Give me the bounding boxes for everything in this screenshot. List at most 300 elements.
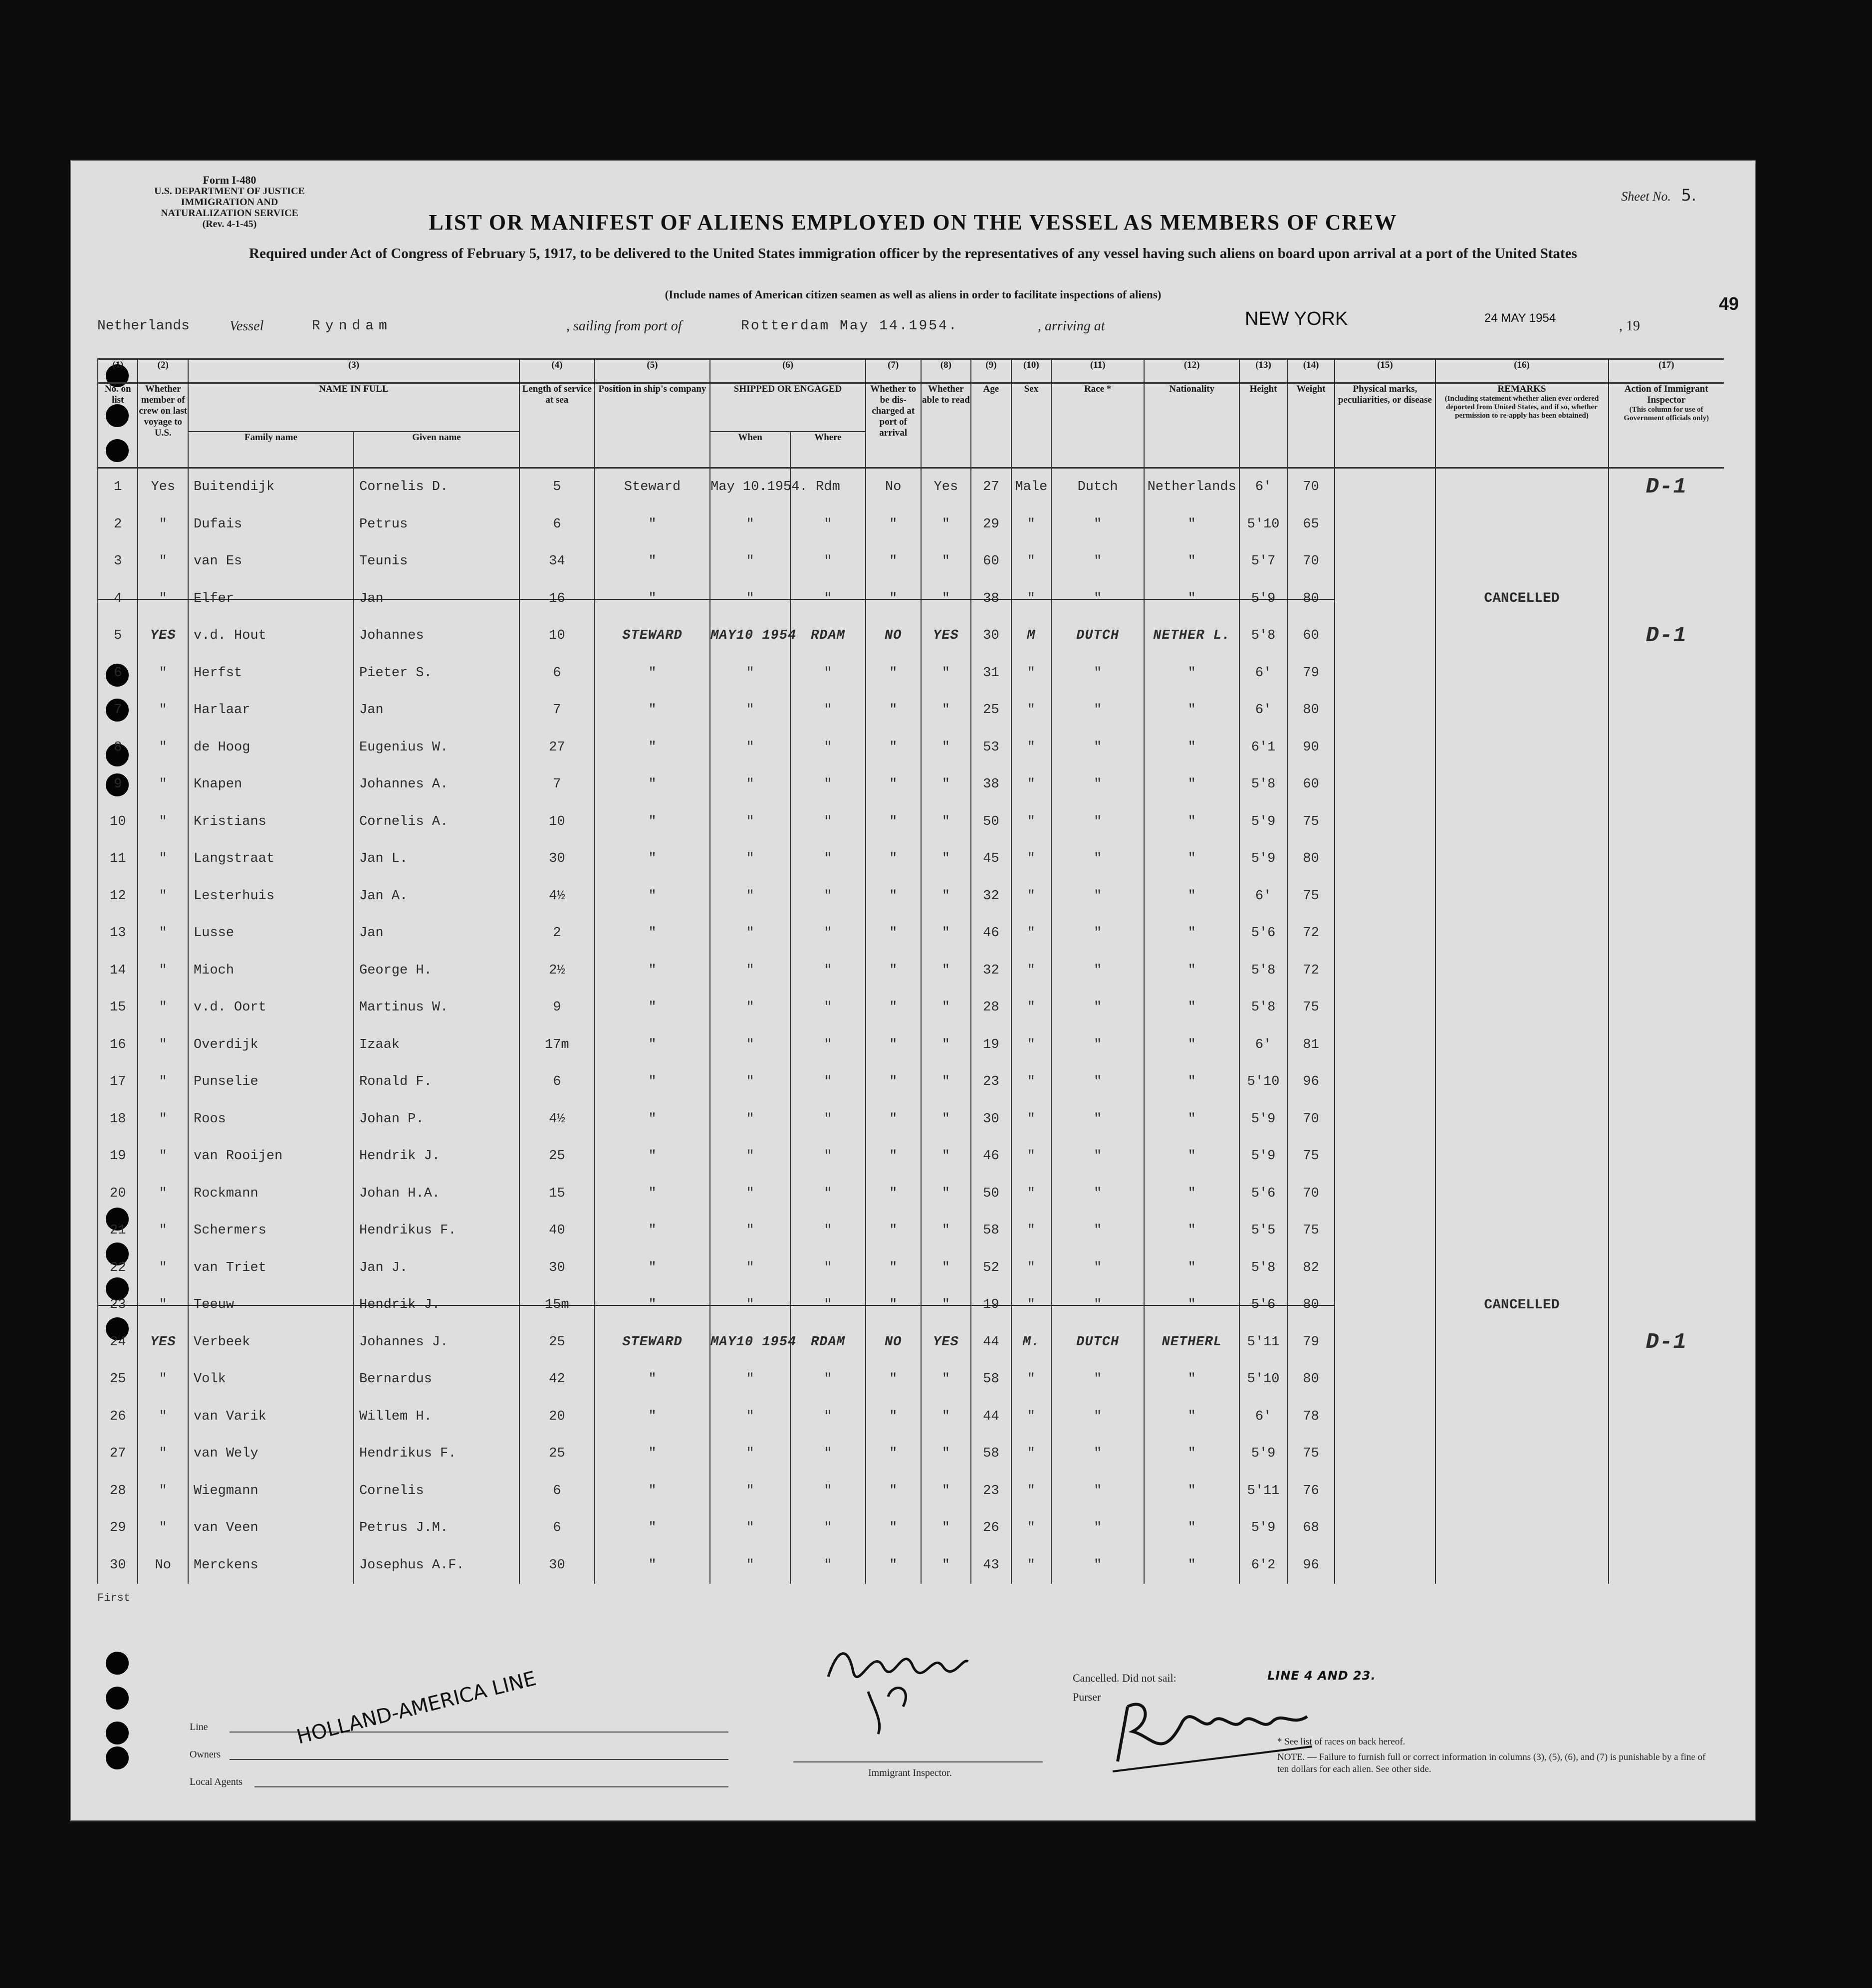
height: 5'6 — [1239, 915, 1287, 952]
cancelled-lines: LINE 4 AND 23. — [1267, 1669, 1376, 1683]
sex: " — [1011, 989, 1051, 1026]
shipped-where: " — [790, 729, 866, 766]
sex: " — [1011, 580, 1051, 618]
shipped-where: " — [790, 1286, 866, 1324]
position: " — [595, 1361, 710, 1398]
strike-line — [98, 1305, 137, 1306]
header-where: Where — [790, 432, 866, 468]
row-number: 24 — [98, 1324, 138, 1361]
header-physical-marks: Physical marks, peculiarities, or disease — [1335, 383, 1435, 468]
able-to-read: YES — [921, 617, 971, 655]
sex: " — [1011, 692, 1051, 729]
position: " — [595, 1138, 710, 1175]
discharged: " — [866, 1509, 921, 1547]
remarks: CANCELLED — [1435, 1286, 1609, 1324]
table-row — [98, 1175, 1724, 1213]
discharged: " — [866, 1249, 921, 1287]
sex: " — [1011, 655, 1051, 692]
shipped-when: MAY10 1954 — [710, 1324, 790, 1361]
physical-marks — [1335, 915, 1435, 952]
col-num-6: (6) — [710, 359, 866, 383]
remarks — [1435, 655, 1609, 692]
crew-member: " — [138, 729, 188, 766]
weight: 75 — [1287, 1435, 1335, 1473]
height: 5'11 — [1239, 1324, 1287, 1361]
age: 31 — [971, 655, 1011, 692]
able-to-read: " — [921, 803, 971, 841]
row-number: 5 — [98, 617, 138, 655]
inspector-label: Immigrant Inspector. — [868, 1767, 952, 1778]
crew-member: " — [138, 1101, 188, 1138]
inspector-action — [1609, 989, 1724, 1026]
strike-line — [922, 599, 971, 600]
shipped-where: Rdm — [790, 468, 866, 506]
crew-member: " — [138, 803, 188, 841]
form-revision: (Rev. 4-1-45) — [202, 219, 257, 230]
shipped-where: " — [790, 506, 866, 543]
height: 6'1 — [1239, 729, 1287, 766]
race: " — [1051, 952, 1144, 990]
shipped-when: " — [710, 1138, 790, 1175]
given-name: Hendrik J. — [354, 1286, 519, 1324]
remarks — [1435, 1398, 1609, 1436]
nationality: " — [1144, 1026, 1239, 1064]
strike-line — [595, 1305, 709, 1306]
shipped-when: MAY10 1954 — [710, 617, 790, 655]
weight: 75 — [1287, 878, 1335, 915]
header-name-in-full: NAME IN FULL — [188, 383, 519, 432]
height: 5'8 — [1239, 989, 1287, 1026]
table-row — [98, 952, 1724, 990]
nationality: " — [1144, 655, 1239, 692]
discharged: " — [866, 1101, 921, 1138]
remarks — [1435, 1026, 1609, 1064]
nationality: " — [1144, 952, 1239, 990]
table-row — [98, 580, 1724, 618]
arrival-date-stamp: 24 MAY 1954 — [1484, 311, 1556, 325]
given-name: Pieter S. — [354, 655, 519, 692]
physical-marks — [1335, 952, 1435, 990]
given-name: Willem H. — [354, 1398, 519, 1436]
shipped-when: " — [710, 766, 790, 803]
sex: " — [1011, 1063, 1051, 1101]
strike-line — [189, 599, 353, 600]
punch-hole — [106, 1687, 129, 1710]
page-subtitle: Required under Act of Congress of February 5, 1917, to be delivered to the United States immigration officer by the representatives of any vessel having such aliens on board upon arrival at a port of the United States — [249, 246, 1577, 261]
family-name: van Rooijen — [188, 1138, 354, 1175]
header-nationality: Nationality — [1144, 383, 1239, 468]
sex: " — [1011, 803, 1051, 841]
punch-hole — [106, 1722, 129, 1744]
sex: M — [1011, 617, 1051, 655]
row-number: 6 — [98, 655, 138, 692]
inspector-action: D-1 — [1609, 617, 1724, 655]
shipped-when: " — [710, 543, 790, 580]
inspector-underline — [793, 1761, 1043, 1762]
able-to-read: " — [921, 506, 971, 543]
inspector-signature — [818, 1617, 978, 1737]
race: " — [1051, 989, 1144, 1026]
height: 5'7 — [1239, 543, 1287, 580]
shipped-where: " — [790, 1063, 866, 1101]
shipped-when: " — [710, 1175, 790, 1213]
discharged: " — [866, 840, 921, 878]
physical-marks — [1335, 692, 1435, 729]
arriving-label: , arriving at — [1038, 318, 1105, 334]
nationality: Netherlands — [1144, 468, 1239, 506]
age: 19 — [971, 1026, 1011, 1064]
age: 50 — [971, 803, 1011, 841]
age: 46 — [971, 915, 1011, 952]
height: 5'9 — [1239, 1435, 1287, 1473]
length-of-service: 40 — [519, 1212, 595, 1249]
nationality: " — [1144, 766, 1239, 803]
physical-marks — [1335, 1063, 1435, 1101]
remarks — [1435, 1361, 1609, 1398]
physical-marks — [1335, 1138, 1435, 1175]
inspector-action: D-1 — [1609, 468, 1724, 506]
remarks — [1435, 1249, 1609, 1287]
header-race: Race * — [1051, 383, 1144, 468]
position: " — [595, 543, 710, 580]
row-number: 30 — [98, 1547, 138, 1584]
race: " — [1051, 766, 1144, 803]
col-num-7: (7) — [866, 359, 921, 383]
inspector-action — [1609, 915, 1724, 952]
vessel-label: Vessel — [230, 318, 264, 334]
given-name: Hendrikus F. — [354, 1212, 519, 1249]
col-num-9: (9) — [971, 359, 1011, 383]
family-name: Roos — [188, 1101, 354, 1138]
position: " — [595, 1063, 710, 1101]
race: " — [1051, 878, 1144, 915]
race: Dutch — [1051, 468, 1144, 506]
race: " — [1051, 840, 1144, 878]
physical-marks — [1335, 1398, 1435, 1436]
given-name: Johannes A. — [354, 766, 519, 803]
table-row — [98, 878, 1724, 915]
age: 30 — [971, 1101, 1011, 1138]
row-number: 3 — [98, 543, 138, 580]
length-of-service: 7 — [519, 766, 595, 803]
weight: 70 — [1287, 1101, 1335, 1138]
weight: 60 — [1287, 766, 1335, 803]
sex: " — [1011, 1286, 1051, 1324]
weight: 72 — [1287, 915, 1335, 952]
height: 6' — [1239, 1398, 1287, 1436]
row-number: 11 — [98, 840, 138, 878]
race: " — [1051, 1398, 1144, 1436]
discharged: " — [866, 692, 921, 729]
shipped-when: " — [710, 1026, 790, 1064]
inspector-action — [1609, 1398, 1724, 1436]
crew-member: " — [138, 1249, 188, 1287]
inspector-action — [1609, 952, 1724, 990]
family-name: Volk — [188, 1361, 354, 1398]
remarks — [1435, 543, 1609, 580]
position: Steward — [595, 468, 710, 506]
shipped-when: " — [710, 1212, 790, 1249]
nationality: NETHER L. — [1144, 617, 1239, 655]
age: 23 — [971, 1063, 1011, 1101]
strike-line — [1052, 599, 1144, 600]
remarks — [1435, 989, 1609, 1026]
able-to-read: " — [921, 840, 971, 878]
height: 5'8 — [1239, 1249, 1287, 1287]
nationality: " — [1144, 989, 1239, 1026]
table-row — [98, 692, 1724, 729]
weight: 80 — [1287, 692, 1335, 729]
length-of-service: 15 — [519, 1175, 595, 1213]
height: 5'5 — [1239, 1212, 1287, 1249]
weight: 60 — [1287, 617, 1335, 655]
shipped-when: May 10.1954. — [710, 468, 790, 506]
weight: 90 — [1287, 729, 1335, 766]
able-to-read: " — [921, 1101, 971, 1138]
physical-marks — [1335, 1286, 1435, 1324]
vessel-flag: Netherlands — [97, 318, 190, 334]
given-name: Johannes J. — [354, 1324, 519, 1361]
physical-marks — [1335, 1026, 1435, 1064]
physical-marks — [1335, 1101, 1435, 1138]
shipped-when: " — [710, 989, 790, 1026]
height: 5'6 — [1239, 1286, 1287, 1324]
weight: 96 — [1287, 1063, 1335, 1101]
sex: " — [1011, 729, 1051, 766]
row-number: 13 — [98, 915, 138, 952]
able-to-read: " — [921, 1473, 971, 1510]
table-row — [98, 1138, 1724, 1175]
family-name: Lesterhuis — [188, 878, 354, 915]
height: 5'9 — [1239, 1509, 1287, 1547]
given-name: Jan — [354, 915, 519, 952]
row-number: 15 — [98, 989, 138, 1026]
position: " — [595, 1286, 710, 1324]
weight: 80 — [1287, 1361, 1335, 1398]
position: " — [595, 655, 710, 692]
weight: 65 — [1287, 506, 1335, 543]
signature-initials — [868, 1688, 906, 1734]
inspector-action — [1609, 1212, 1724, 1249]
nationality: " — [1144, 803, 1239, 841]
form-number: Form I-480 — [203, 174, 256, 186]
header-action-title: Action of Immigrant Inspector — [1624, 384, 1708, 405]
position: " — [595, 803, 710, 841]
strike-line — [922, 1305, 971, 1306]
shipped-when: " — [710, 1249, 790, 1287]
family-name: Verbeek — [188, 1324, 354, 1361]
sex: M. — [1011, 1324, 1051, 1361]
family-name: Teeuw — [188, 1286, 354, 1324]
table-row — [98, 729, 1724, 766]
shipped-when: " — [710, 1435, 790, 1473]
length-of-service: 15m — [519, 1286, 595, 1324]
table-row — [98, 468, 1724, 506]
race: " — [1051, 580, 1144, 618]
shipped-where: " — [790, 1398, 866, 1436]
weight: 70 — [1287, 468, 1335, 506]
table-row — [98, 1286, 1724, 1324]
age: 58 — [971, 1435, 1011, 1473]
strike-line — [1240, 599, 1287, 600]
age: 46 — [971, 1138, 1011, 1175]
sex: " — [1011, 766, 1051, 803]
physical-marks — [1335, 468, 1435, 506]
discharged: " — [866, 1473, 921, 1510]
weight: 80 — [1287, 580, 1335, 618]
weight: 96 — [1287, 1547, 1335, 1584]
table-row — [98, 655, 1724, 692]
given-name: Jan — [354, 692, 519, 729]
include-note: (Include names of American citizen seamen as well as aliens in order to facilitate inspections of aliens) — [665, 288, 1162, 301]
remarks — [1435, 766, 1609, 803]
strike-line — [520, 1305, 594, 1306]
length-of-service: 16 — [519, 580, 595, 618]
remarks — [1435, 1212, 1609, 1249]
given-name: Martinus W. — [354, 989, 519, 1026]
age: 58 — [971, 1212, 1011, 1249]
family-name: Kristians — [188, 803, 354, 841]
height: 6'2 — [1239, 1547, 1287, 1584]
line-label: Line — [190, 1722, 208, 1733]
header-no-on-list: No. on list — [98, 383, 138, 468]
discharged: " — [866, 1361, 921, 1398]
nationality: " — [1144, 1138, 1239, 1175]
discharged: " — [866, 1398, 921, 1436]
shipped-where: " — [790, 1175, 866, 1213]
table-row — [98, 1361, 1724, 1398]
height: 5'9 — [1239, 803, 1287, 841]
physical-marks — [1335, 1547, 1435, 1584]
table-row — [98, 1212, 1724, 1249]
length-of-service: 2½ — [519, 952, 595, 990]
position: " — [595, 1212, 710, 1249]
crew-rows — [98, 468, 1724, 1584]
nationality: " — [1144, 1361, 1239, 1398]
inspector-action — [1609, 1063, 1724, 1101]
length-of-service: 20 — [519, 1398, 595, 1436]
shipped-when: " — [710, 803, 790, 841]
crew-member: " — [138, 878, 188, 915]
able-to-read: " — [921, 1509, 971, 1547]
inspector-action — [1609, 580, 1724, 618]
nationality: " — [1144, 692, 1239, 729]
height: 6' — [1239, 1026, 1287, 1064]
sex: " — [1011, 915, 1051, 952]
race: " — [1051, 1286, 1144, 1324]
strike-line — [971, 1305, 1010, 1306]
weight: 79 — [1287, 655, 1335, 692]
family-name: van Veen — [188, 1509, 354, 1547]
discharged: " — [866, 1138, 921, 1175]
physical-marks — [1335, 1473, 1435, 1510]
sex: " — [1011, 1138, 1051, 1175]
crew-member: No — [138, 1547, 188, 1584]
height: 5'9 — [1239, 580, 1287, 618]
position: STEWARD — [595, 617, 710, 655]
nationality: " — [1144, 1249, 1239, 1287]
race: " — [1051, 1361, 1144, 1398]
length-of-service: 10 — [519, 617, 595, 655]
discharged: " — [866, 915, 921, 952]
header-weight: Weight — [1287, 383, 1335, 468]
strike-line — [1240, 1305, 1287, 1306]
length-of-service: 30 — [519, 1547, 595, 1584]
given-name: Cornelis D. — [354, 468, 519, 506]
physical-marks — [1335, 1249, 1435, 1287]
crew-member: Yes — [138, 468, 188, 506]
age: 27 — [971, 468, 1011, 506]
shipped-when: " — [710, 840, 790, 878]
able-to-read: " — [921, 1361, 971, 1398]
sex: " — [1011, 1026, 1051, 1064]
strike-line — [1288, 599, 1335, 600]
remarks — [1435, 878, 1609, 915]
family-name: v.d. Oort — [188, 989, 354, 1026]
position: " — [595, 1398, 710, 1436]
length-of-service: 2 — [519, 915, 595, 952]
shipped-where: " — [790, 1138, 866, 1175]
position: " — [595, 729, 710, 766]
given-name: Eugenius W. — [354, 729, 519, 766]
row-number: 19 — [98, 1138, 138, 1175]
table-row — [98, 1398, 1724, 1436]
race: " — [1051, 543, 1144, 580]
shipped-where: " — [790, 1509, 866, 1547]
race: " — [1051, 692, 1144, 729]
column-number-row — [98, 359, 1724, 383]
length-of-service: 27 — [519, 729, 595, 766]
strike-line — [1288, 1305, 1335, 1306]
shipped-when: " — [710, 1286, 790, 1324]
physical-marks — [1335, 803, 1435, 841]
length-of-service: 25 — [519, 1138, 595, 1175]
col-num-4: (4) — [519, 359, 595, 383]
nationality: " — [1144, 1398, 1239, 1436]
manifest-sheet — [70, 160, 1756, 1821]
col-num-10: (10) — [1011, 359, 1051, 383]
races-note: * See list of races on back hereof. — [1277, 1737, 1405, 1747]
page-title: LIST OR MANIFEST OF ALIENS EMPLOYED ON THE VESSEL AS MEMBERS OF CREW — [429, 210, 1398, 235]
sex: " — [1011, 1175, 1051, 1213]
position: " — [595, 692, 710, 729]
able-to-read: YES — [921, 1324, 971, 1361]
table-row — [98, 1473, 1724, 1510]
col-num-2: (2) — [138, 359, 188, 383]
inspector-action — [1609, 840, 1724, 878]
crew-member: " — [138, 766, 188, 803]
able-to-read: Yes — [921, 468, 971, 506]
col-num-14: (14) — [1287, 359, 1335, 383]
table-row — [98, 840, 1724, 878]
header-position: Position in ship's company — [595, 383, 710, 468]
shipped-where: " — [790, 1212, 866, 1249]
position: " — [595, 1101, 710, 1138]
inspector-action — [1609, 1175, 1724, 1213]
height: 5'8 — [1239, 617, 1287, 655]
header-crew-member: Whether member of crew on last voyage to U.S. — [138, 383, 188, 468]
remarks — [1435, 1435, 1609, 1473]
height: 5'9 — [1239, 1101, 1287, 1138]
purser-label: Purser — [1073, 1691, 1101, 1703]
weight: 72 — [1287, 952, 1335, 990]
length-of-service: 7 — [519, 692, 595, 729]
strike-line — [1145, 599, 1239, 600]
inspector-action: D-1 — [1609, 1324, 1724, 1361]
nationality: " — [1144, 506, 1239, 543]
physical-marks — [1335, 729, 1435, 766]
strike-line — [354, 1305, 519, 1306]
